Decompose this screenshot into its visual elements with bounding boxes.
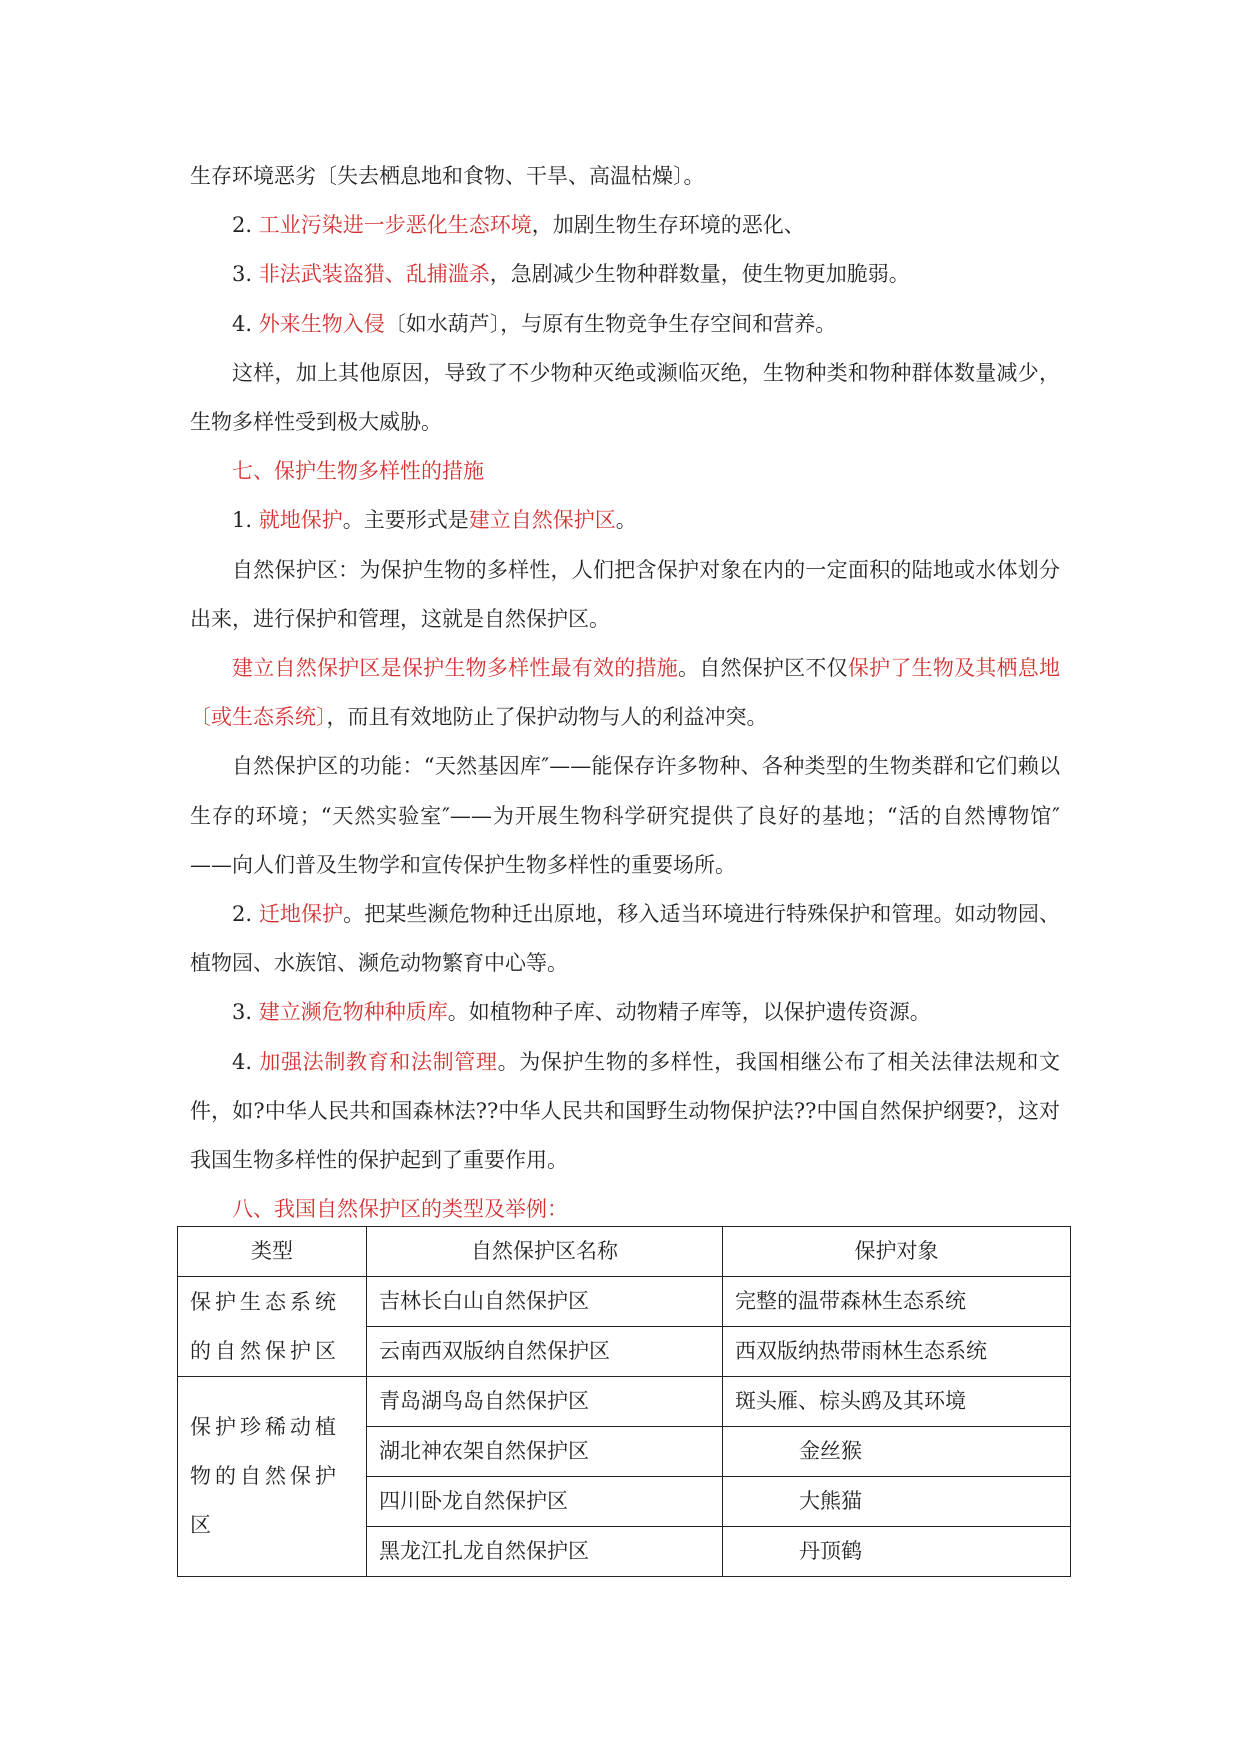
paragraph-reserve-functions: 自然保护区的功能：“天然基因库″——能保存许多物种、各种类型的生物类群和它们赖以生存的环境；“天然实验室″——为开展生物科学研究提供了良好的基地；“活的自然博物馆″——向人们普及生物学和宣传保护生物多样性的重要场所。 xyxy=(190,754,1060,877)
paragraph-cause-2: 2. 工业污染进一步恶化生态环境，加剧生物生存环境的恶化、 xyxy=(232,213,805,238)
table-row xyxy=(178,1377,1071,1427)
highlight-text: 保护了生物及其栖息地〔或生态系统〕 xyxy=(190,656,1061,730)
paragraph-measure-2: 2. 迁地保护。把某些濒危物种迁出原地，移入适当环境进行特殊保护和管理。如动物园、植物园、水族馆、濒危动物繁育中心等。 xyxy=(190,902,1061,976)
paragraph-cause-3: 3. 非法武装盗猎、乱捕滥杀，急剧减少生物种群数量，使生物更加脆弱。 xyxy=(232,262,910,287)
header-reserve-name: 自然保护区名称 xyxy=(367,1227,723,1277)
reserve-types-table xyxy=(177,1226,1071,1577)
paragraph-measure-3: 3. 建立濒危物种种质库。如植物种子库、动物精子库等，以保护遗传资源。 xyxy=(232,1000,931,1025)
highlight-text: 建立自然保护区 xyxy=(468,508,616,533)
table-row xyxy=(178,1277,1071,1327)
reserve-name-cell: 黑龙江扎龙自然保护区 xyxy=(367,1527,723,1577)
section-heading-7: 七、保护生物多样性的措施 xyxy=(232,459,484,484)
table-header-row xyxy=(178,1227,1071,1277)
highlight-text: 工业污染进一步恶化生态环境 xyxy=(258,213,532,238)
reserve-name-cell: 青岛湖鸟岛自然保护区 xyxy=(367,1377,723,1427)
reserve-name-cell: 湖北神农架自然保护区 xyxy=(367,1427,723,1477)
paragraph-most-effective: 建立自然保护区是保护生物多样性最有效的措施。自然保护区不仅保护了生物及其栖息地〔或生态系统〕，而且有效地防止了保护动物与人的利益冲突。 xyxy=(190,656,1061,730)
header-type: 类型 xyxy=(178,1227,367,1277)
target-cell: 完整的温带森林生态系统 xyxy=(723,1277,1071,1327)
target-cell: 大熊猫 xyxy=(723,1477,1071,1527)
target-cell: 斑头雁、棕头鸥及其环境 xyxy=(723,1377,1071,1427)
paragraph-causes-continued: 生存环境恶劣〔失去栖息地和食物、干旱、高温枯燥〕。 xyxy=(190,164,705,188)
target-cell: 丹顶鹤 xyxy=(723,1527,1071,1577)
target-cell: 西双版纳热带雨林生态系统 xyxy=(723,1327,1071,1377)
section-heading-8: 八、我国自然保护区的类型及举例： xyxy=(232,1197,568,1222)
paragraph-cause-4: 4. 外来生物入侵〔如水葫芦〕，与原有生物竞争生存空间和营养。 xyxy=(232,311,837,336)
reserve-name-cell: 四川卧龙自然保护区 xyxy=(367,1477,723,1527)
target-cell: 金丝猴 xyxy=(723,1427,1071,1477)
paragraph-reserve-definition: 自然保护区：为保护生物的多样性，人们把含保护对象在内的一定面积的陆地或水体划分出来，进行保护和管理，这就是自然保护区。 xyxy=(190,557,1060,631)
highlight-text: 加强法制教育和法制管理 xyxy=(259,1049,498,1074)
paragraph-summary: 这样，加上其他原因，导致了不少物种灭绝或濒临灭绝，生物种类和物种群体数量减少，生物多样性受到极大威胁。 xyxy=(190,360,1060,435)
type-cell: 保护珍稀动植物的自然保护区 xyxy=(178,1377,367,1577)
highlight-text: 就地保护 xyxy=(258,508,343,533)
highlight-text: 建立濒危物种种质库 xyxy=(258,1000,448,1025)
highlight-text: 非法武装盗猎、乱捕滥杀 xyxy=(258,262,490,287)
highlight-text: 外来生物入侵 xyxy=(258,311,385,336)
type-cell: 保护生态系统的自然保护区 xyxy=(178,1277,367,1377)
highlight-text: 迁地保护 xyxy=(258,902,344,927)
paragraph-measure-4: 4. 加强法制教育和法制管理。为保护生物的多样性，我国相继公布了相关法律法规和文件，如?中华人民共和国森林法??中华人民共和国野生动物保护法??中国自然保护纲要?，这对我国生物多样性的保护起到了重要作用。 xyxy=(190,1049,1060,1173)
document-body xyxy=(190,152,1060,1234)
header-protected-target: 保护对象 xyxy=(723,1227,1071,1277)
reserve-name-cell: 云南西双版纳自然保护区 xyxy=(367,1327,723,1377)
reserve-name-cell: 吉林长白山自然保护区 xyxy=(367,1277,723,1327)
highlight-text: 建立自然保护区是保护生物多样性最有效的措施 xyxy=(232,656,678,681)
paragraph-measure-1: 1. 就地保护。主要形式是建立自然保护区。 xyxy=(232,508,637,533)
